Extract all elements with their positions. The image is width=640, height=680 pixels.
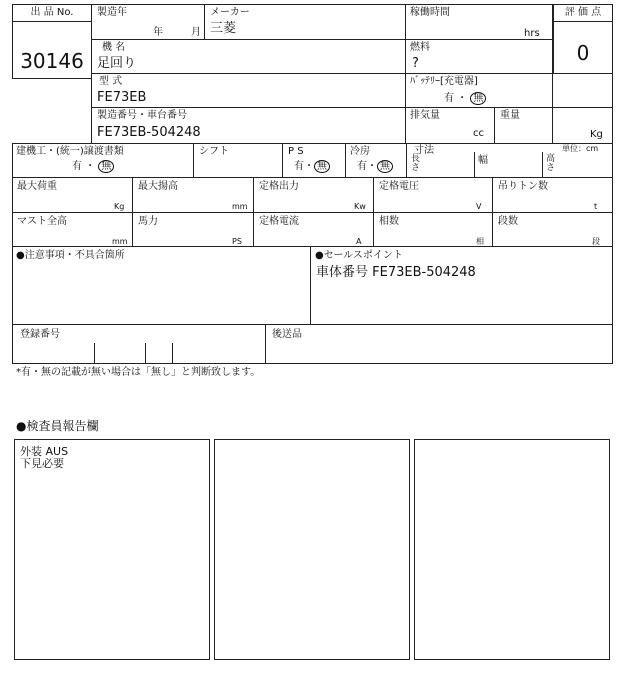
- max-lift-label: 最大揚高: [138, 181, 178, 192]
- transfer-no-circled: 無: [98, 160, 114, 173]
- ps-yes: 有: [294, 161, 304, 172]
- maker-label: メーカー: [210, 7, 250, 18]
- rated-voltage-unit: V: [476, 202, 482, 211]
- inspector-title: ●検査員報告欄: [16, 419, 99, 433]
- inspector-box-1: [14, 439, 210, 660]
- ac-yes: 有: [357, 161, 367, 172]
- sales-point-label: ●セールスポイント: [315, 250, 403, 261]
- length-label: 長 さ: [411, 154, 421, 173]
- rated-current-unit: A: [356, 237, 362, 246]
- rated-output-label: 定格出力: [259, 181, 299, 192]
- ps-no-circled: 無: [314, 160, 330, 173]
- ac-no-circled: 無: [377, 160, 393, 173]
- battery-no-circled: 無: [470, 92, 486, 105]
- phase-label: 相数: [379, 216, 399, 227]
- hours-unit: hrs: [524, 28, 540, 39]
- crane-ton-unit: t: [594, 202, 598, 211]
- horsepower-unit: PS: [232, 237, 242, 246]
- type-label: 型 式: [99, 76, 123, 87]
- transfer-yes-no: 有 ・ 無: [72, 160, 114, 173]
- year-label: 製造年: [97, 7, 127, 18]
- battery-yes: 有: [444, 93, 454, 104]
- weight-label: 重量: [500, 110, 520, 121]
- caution-label: ●注意事項・不具合箇所: [16, 250, 125, 261]
- registration-label: 登録番号: [20, 329, 60, 340]
- dimensions-unit-note: 単位：cm: [562, 144, 599, 153]
- rated-output-unit: Kw: [354, 202, 366, 211]
- battery-label: ﾊﾞｯﾃﾘｰ[充電器]: [410, 76, 478, 87]
- displacement-label: 排気量: [410, 110, 440, 121]
- rated-voltage-label: 定格電圧: [379, 181, 419, 192]
- ps-label: P S: [288, 146, 304, 157]
- spec-grid-top: [91, 4, 553, 144]
- height-label: 高 さ: [546, 154, 556, 173]
- lot-number-label: 出 品 No.: [30, 7, 74, 18]
- ac-label: 冷房: [350, 146, 370, 157]
- maker-value: 三菱: [210, 21, 237, 36]
- stages-label: 段数: [498, 216, 518, 227]
- weight-unit: Kg: [590, 129, 603, 140]
- rated-current-label: 定格電流: [259, 216, 299, 227]
- sales-point-text: 車体番号 FE73EB-504248: [316, 265, 476, 280]
- crane-ton-label: 吊りトン数: [498, 181, 548, 192]
- type-value: FE73EB: [97, 90, 147, 105]
- weight-cell-ext: [553, 107, 613, 144]
- month-suffix: 月: [191, 27, 201, 38]
- model-name-value: 足回り: [97, 56, 137, 71]
- ac-yes-no: 有・ 無: [357, 160, 393, 173]
- ps-yes-no: 有・ 無: [294, 160, 330, 173]
- transfer-yes: 有: [72, 161, 82, 172]
- inspector-box-3: [414, 439, 610, 660]
- notes-grid: [12, 246, 613, 364]
- rating-label: 評 価 点: [564, 7, 602, 18]
- serial-value: FE73EB-504248: [97, 125, 201, 140]
- model-name-label: 機 名: [102, 42, 126, 53]
- lot-number-value: 30146: [20, 49, 84, 73]
- mast-height-unit: mm: [112, 237, 128, 246]
- horsepower-label: 馬力: [138, 216, 158, 227]
- year-suffix: 年: [153, 27, 163, 38]
- transfer-docs-label: 建機工・(統一)譲渡書類: [16, 146, 124, 157]
- footnote: *有・無の記載が無い場合は「無し」と判断致します。: [16, 367, 261, 378]
- shipping-items-label: 後送品: [272, 329, 302, 340]
- displacement-unit: cc: [473, 128, 484, 139]
- battery-yes-no: 有 ・ 無: [444, 92, 486, 105]
- spec-grid-middle: [12, 143, 613, 247]
- max-lift-unit: mm: [232, 202, 248, 211]
- fuel-label: 燃料: [410, 42, 430, 53]
- dimensions-label: 寸法: [414, 145, 434, 156]
- inspector-box-2: [214, 439, 410, 660]
- rating-value: 0: [576, 41, 590, 65]
- max-load-unit: Kg: [114, 202, 125, 211]
- shift-label: シフト: [199, 146, 229, 157]
- serial-label: 製造番号・車台番号: [97, 110, 187, 121]
- fuel-value: ?: [412, 56, 419, 71]
- inspector-box-1-text: 外装 AUS 下見必要: [20, 445, 69, 470]
- stages-unit: 段: [592, 237, 600, 246]
- mast-height-label: マスト全高: [17, 216, 67, 227]
- max-load-label: 最大荷重: [17, 181, 57, 192]
- phase-unit: 相: [476, 237, 484, 246]
- hours-label: 稼働時間: [410, 7, 450, 18]
- width-label: 幅: [478, 155, 488, 166]
